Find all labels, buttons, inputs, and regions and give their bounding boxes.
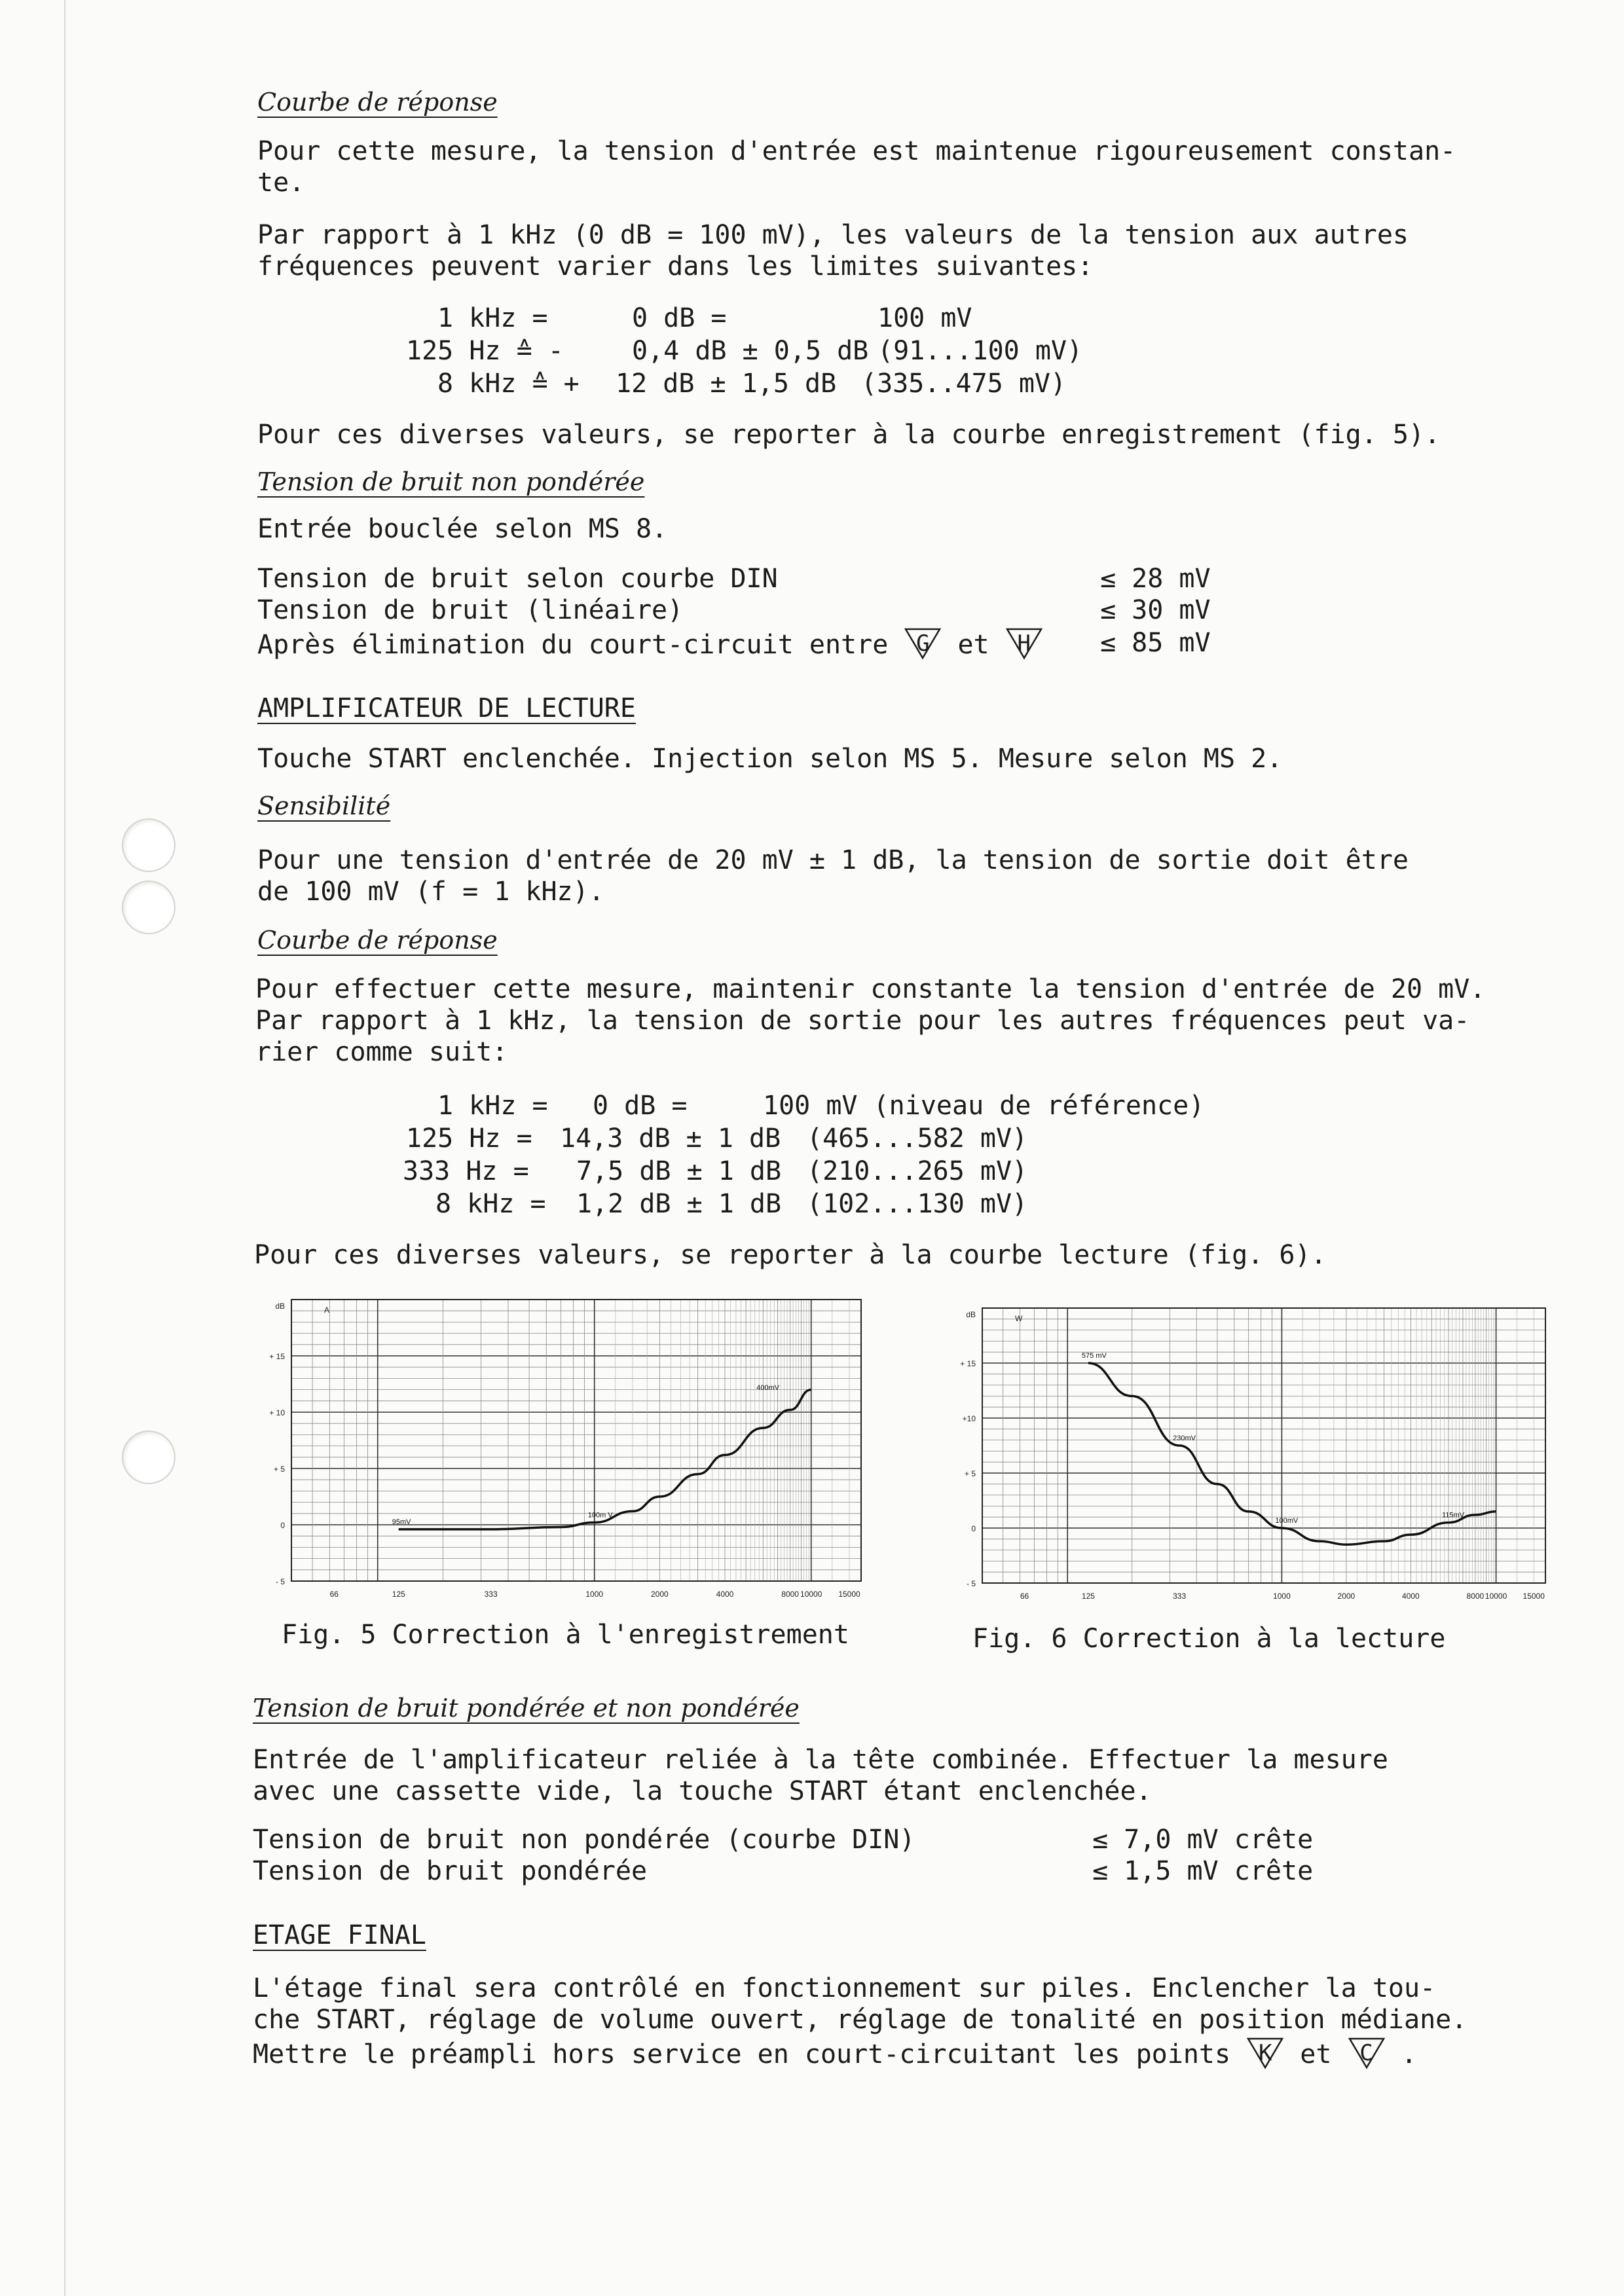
paragraph-line: L'étage final sera contrôlé en fonctionnement sur piles. Enclencher la tou- <box>253 1973 1436 2003</box>
y-tick-label: + 15 <box>269 1352 285 1361</box>
x-tick-label: 8000 <box>781 1590 799 1599</box>
table-cell-gain: 0 dB = <box>593 1091 688 1121</box>
curve-annotation: 400mV <box>756 1384 780 1393</box>
table-cell-gain: 0 dB = <box>632 303 727 333</box>
y-tick-label: + 15 <box>960 1359 976 1368</box>
test-point-h-symbol <box>1005 627 1043 659</box>
paragraph-line: avec une cassette vide, la touche START étant enclenchée. <box>253 1776 1152 1806</box>
measure-line <box>257 627 1043 661</box>
x-tick-label: 66 <box>1020 1592 1029 1601</box>
test-point-c-symbol <box>1348 2037 1386 2068</box>
x-tick-label: 4000 <box>1402 1592 1420 1601</box>
test-point-label: H <box>1017 630 1031 657</box>
table-cell-value: (335..475 mV) <box>861 369 1067 399</box>
y-axis-label: dB <box>966 1310 976 1319</box>
test-point-k-symbol <box>1246 2037 1284 2068</box>
paragraph-line: Touche START enclenchée. Injection selon MS 5. Mesure selon MS 2. <box>257 744 1283 774</box>
curve-annotation: 100mV <box>1275 1517 1299 1525</box>
table-cell-value: 100 mV (niveau de référence) <box>763 1091 1205 1121</box>
x-tick-label: 10000 <box>1485 1592 1507 1601</box>
paragraph-line: Pour une tension d'entrée de 20 mV ± 1 dB, la tension de sortie doit être <box>257 845 1409 875</box>
paragraph-line: rier comme suit: <box>255 1037 508 1067</box>
table-cell-gain: 1,2 dB ± 1 dB <box>576 1189 782 1219</box>
and-word: et <box>957 630 989 660</box>
y-tick-label: + 5 <box>273 1465 285 1474</box>
x-tick-label: 15000 <box>1522 1592 1545 1601</box>
table-cell-gain: 7,5 dB ± 1 dB <box>576 1156 782 1186</box>
y-tick-label: 0 <box>971 1524 976 1533</box>
y-tick-label: + 5 <box>964 1469 976 1478</box>
response-curve <box>399 1390 811 1529</box>
x-tick-label: 333 <box>484 1590 498 1599</box>
x-tick-label: 4000 <box>716 1590 734 1599</box>
x-tick-label: 125 <box>392 1590 405 1599</box>
paragraph-line: Entrée bouclée selon MS 8. <box>257 514 668 544</box>
measure-value: ≤ 1,5 mV crête <box>1092 1856 1314 1886</box>
x-tick-label: 125 <box>1081 1592 1095 1601</box>
corner-label: A <box>324 1305 330 1315</box>
section-heading-etage-final: ETAGE FINAL <box>253 1920 426 1950</box>
x-tick-label: 66 <box>329 1590 339 1599</box>
fig5-caption: Fig. 5 Correction à l'enregistrement <box>282 1620 849 1650</box>
and-word: et <box>1300 2039 1332 2069</box>
paragraph-line: Par rapport à 1 kHz, la tension de sortie pour les autres fréquences peut va- <box>255 1006 1470 1036</box>
measure-value: ≤ 85 mV <box>1100 628 1211 658</box>
curve-annotation: 95mV <box>392 1518 411 1526</box>
measure-label: Tension de bruit selon courbe DIN <box>257 564 778 594</box>
fig6-chart <box>936 1303 1559 1614</box>
measure-label: Tension de bruit (linéaire) <box>257 595 684 625</box>
section-heading-amplificateur: AMPLIFICATEUR DE LECTURE <box>257 693 636 723</box>
paragraph-text: Mettre le préampli hors service en court-circuitant les points <box>253 2039 1231 2069</box>
paragraph-line: de 100 mV (f = 1 kHz). <box>257 877 604 907</box>
x-tick-label: 2000 <box>651 1590 669 1599</box>
x-tick-label: 333 <box>1173 1592 1187 1601</box>
paragraph-line: Entrée de l'amplificateur reliée à la tête combinée. Effectuer la mesure <box>253 1745 1388 1775</box>
x-tick-label: 10000 <box>800 1590 822 1599</box>
paragraph-line: Pour ces diverses valeurs, se reporter à la courbe enregistrement (fig. 5). <box>257 420 1441 450</box>
measure-value: ≤ 30 mV <box>1100 595 1211 625</box>
measure-label: Tension de bruit pondérée <box>253 1856 648 1886</box>
y-tick-label: - 5 <box>966 1579 976 1588</box>
y-tick-label: + 10 <box>269 1408 285 1417</box>
punch-hole <box>122 881 175 934</box>
test-point-g-symbol <box>904 627 942 659</box>
table-cell-freq: 125 Hz = <box>406 1123 532 1154</box>
table-cell-freq: 1 kHz = <box>437 303 548 333</box>
paragraph-line: fréquences peuvent varier dans les limites suivantes: <box>257 251 1094 282</box>
paragraph-line: Pour cette mesure, la tension d'entrée est maintenue rigoureusement constan- <box>257 136 1456 166</box>
x-tick-label: 15000 <box>838 1590 860 1599</box>
paragraph-line: Pour effectuer cette mesure, maintenir constante la tension d'entrée de 20 mV. <box>255 974 1486 1004</box>
measure-value: ≤ 7,0 mV crête <box>1092 1825 1314 1855</box>
y-tick-label: +10 <box>962 1414 976 1423</box>
fig5-chart <box>246 1293 874 1614</box>
measure-label: Tension de bruit non pondérée (courbe DIN) <box>253 1825 915 1855</box>
punch-hole <box>122 1430 175 1484</box>
table-cell-gain: 14,3 dB ± 1 dB <box>560 1123 781 1154</box>
measure-label: Après élimination du court-circuit entre <box>257 630 889 660</box>
table-cell-value: (102...130 mV) <box>807 1189 1028 1219</box>
table-cell-freq: 1 kHz = <box>437 1091 548 1121</box>
y-axis-label: dB <box>275 1302 285 1311</box>
table-cell-gain: 0,4 dB ± 0,5 dB <box>632 336 869 366</box>
table-cell-freq: 8 kHz ≙ + <box>437 369 580 399</box>
table-cell-freq: 8 kHz = <box>435 1189 546 1219</box>
paragraph-line: Pour ces diverses valeurs, se reporter à la courbe lecture (fig. 6). <box>254 1240 1327 1270</box>
table-cell-value: (465...582 mV) <box>807 1123 1028 1154</box>
section-title-sensibilite: Sensibilité <box>257 792 391 820</box>
curve-annotation: 575 mV <box>1081 1352 1107 1360</box>
paragraph-line: te. <box>257 168 305 198</box>
period: . <box>1401 2039 1417 2069</box>
section-title-bruit-non-ponderee: Tension de bruit non pondérée <box>257 467 645 496</box>
y-tick-label: 0 <box>280 1521 285 1530</box>
fig6-caption: Fig. 6 Correction à la lecture <box>972 1624 1446 1654</box>
page-edge <box>64 0 65 2296</box>
paragraph-line: Par rapport à 1 kHz (0 dB = 100 mV), les valeurs de la tension aux autres <box>257 220 1409 250</box>
table-cell-value: (91...100 mV) <box>877 336 1083 366</box>
measure-value: ≤ 28 mV <box>1100 564 1211 594</box>
table-cell-gain: 12 dB ± 1,5 dB <box>616 369 837 399</box>
curve-point <box>594 1522 595 1523</box>
curve-annotation: 115mV <box>1442 1511 1465 1520</box>
section-title-bruit-ponderee: Tension de bruit pondérée et non pondérée <box>253 1694 800 1722</box>
x-tick-label: 1000 <box>1273 1592 1291 1601</box>
table-cell-freq: 333 Hz = <box>403 1156 529 1186</box>
table-cell-value: 100 mV <box>877 303 972 333</box>
x-tick-label: 2000 <box>1337 1592 1356 1601</box>
chart-grid <box>291 1300 861 1581</box>
section-title-courbe-reponse-1: Courbe de réponse <box>257 88 498 117</box>
test-point-label: C <box>1359 2040 1373 2066</box>
chart-frame <box>982 1308 1545 1583</box>
curve-point <box>763 1428 764 1429</box>
punch-hole <box>122 818 175 872</box>
curve-annotation: 100m V <box>587 1511 613 1520</box>
table-cell-value: (210...265 mV) <box>807 1156 1028 1186</box>
x-tick-label: 8000 <box>1466 1592 1485 1601</box>
x-tick-label: 1000 <box>585 1590 604 1599</box>
test-point-label: G <box>916 630 930 657</box>
y-tick-label: - 5 <box>275 1577 285 1586</box>
chart-frame <box>291 1300 861 1581</box>
test-point-label: K <box>1258 2040 1272 2066</box>
corner-label: W <box>1015 1314 1023 1323</box>
table-cell-freq: 125 Hz ≙ - <box>406 336 564 366</box>
chart-grid <box>982 1308 1545 1583</box>
measure-line <box>253 2037 1417 2070</box>
curve-annotation: 230mV <box>1173 1434 1196 1442</box>
section-title-courbe-reponse-2: Courbe de réponse <box>257 926 498 955</box>
paragraph-line: che START, réglage de volume ouvert, réglage de tonalité en position médiane. <box>253 2005 1467 2035</box>
curve-point <box>1248 1511 1249 1512</box>
